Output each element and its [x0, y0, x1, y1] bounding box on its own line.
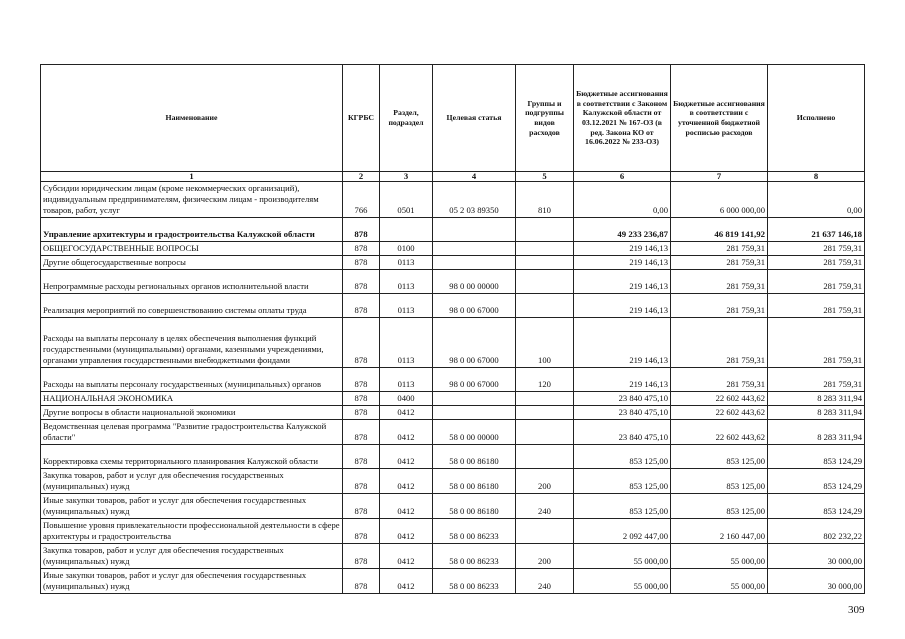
column-index: 7 [671, 172, 768, 182]
row-razdel: 0412 [380, 494, 433, 519]
row-expense-group [516, 420, 574, 445]
row-target-article: 58 0 00 86233 [433, 519, 516, 544]
row-name: Непрограммные расходы региональных органов исполнительной власти [41, 270, 343, 294]
row-law-amount: 219 146,13 [574, 368, 671, 392]
table-row [41, 406, 865, 420]
row-kgrbs: 878 [343, 318, 380, 368]
row-kgrbs: 878 [343, 392, 380, 406]
row-kgrbs: 878 [343, 519, 380, 544]
column-index: 6 [574, 172, 671, 182]
row-executed-amount: 281 759,31 [768, 256, 865, 270]
row-expense-group: 200 [516, 469, 574, 494]
row-name: Закупка товаров, работ и услуг для обеспечения государственных (муниципальных) нужд [41, 469, 343, 494]
row-executed-amount: 8 283 311,94 [768, 420, 865, 445]
header-razdel: Раздел, подраздел [380, 65, 433, 172]
row-name: Субсидии юридическим лицам (кроме некоммерческих организаций), индивидуальным предпринимателям, физическим лицам - производителям товаров, работ, услуг [41, 182, 343, 218]
row-razdel: 0113 [380, 318, 433, 368]
row-kgrbs: 878 [343, 569, 380, 594]
header-row [41, 65, 865, 172]
row-razdel: 0100 [380, 242, 433, 256]
row-target-article: 98 0 00 67000 [433, 318, 516, 368]
row-executed-amount: 0,00 [768, 182, 865, 218]
row-plan-amount: 281 759,31 [671, 294, 768, 318]
row-law-amount: 853 125,00 [574, 494, 671, 519]
row-razdel: 0412 [380, 406, 433, 420]
table-row [41, 420, 865, 445]
row-name: Иные закупки товаров, работ и услуг для обеспечения государственных (муниципальных) нужд [41, 569, 343, 594]
row-target-article: 58 0 00 86233 [433, 569, 516, 594]
column-index: 5 [516, 172, 574, 182]
row-executed-amount: 853 124,29 [768, 469, 865, 494]
row-executed-amount: 281 759,31 [768, 294, 865, 318]
row-expense-group [516, 218, 574, 242]
row-law-amount: 23 840 475,10 [574, 406, 671, 420]
column-index: 1 [41, 172, 343, 182]
header-target-article: Целевая статья [433, 65, 516, 172]
row-kgrbs: 878 [343, 242, 380, 256]
row-law-amount: 55 000,00 [574, 569, 671, 594]
row-executed-amount: 281 759,31 [768, 318, 865, 368]
row-plan-amount: 55 000,00 [671, 569, 768, 594]
row-target-article [433, 242, 516, 256]
row-kgrbs: 878 [343, 256, 380, 270]
table-row [41, 544, 865, 569]
row-executed-amount: 802 232,22 [768, 519, 865, 544]
row-target-article: 58 0 00 86180 [433, 469, 516, 494]
row-kgrbs: 878 [343, 270, 380, 294]
row-kgrbs: 878 [343, 445, 380, 469]
row-name: Повышение уровня привлекательности профессиональной деятельности в сфере архитектуры и градостроительства [41, 519, 343, 544]
row-law-amount: 219 146,13 [574, 294, 671, 318]
row-executed-amount: 8 283 311,94 [768, 392, 865, 406]
row-expense-group [516, 270, 574, 294]
row-plan-amount: 2 160 447,00 [671, 519, 768, 544]
column-index: 8 [768, 172, 865, 182]
row-razdel [380, 218, 433, 242]
row-kgrbs: 878 [343, 406, 380, 420]
row-name: НАЦИОНАЛЬНАЯ ЭКОНОМИКА [41, 392, 343, 406]
row-law-amount: 49 233 236,87 [574, 218, 671, 242]
row-law-amount: 55 000,00 [574, 544, 671, 569]
row-expense-group [516, 294, 574, 318]
row-kgrbs: 878 [343, 469, 380, 494]
row-executed-amount: 30 000,00 [768, 569, 865, 594]
header-law-allocations: Бюджетные ассигнования в соответствии с Законом Калужской области от 03.12.2021 № 167-ОЗ (в ред. Закона КО от 16.06.2022 № 233-ОЗ) [574, 65, 671, 172]
row-razdel: 0412 [380, 519, 433, 544]
header-expense-groups: Группы и подгруппы видов расходов [516, 65, 574, 172]
budget-document [40, 64, 865, 594]
row-expense-group: 810 [516, 182, 574, 218]
row-expense-group [516, 242, 574, 256]
header-plan-allocations: Бюджетные ассигнования в соответствии с уточненной бюджетной росписью расходов [671, 65, 768, 172]
table-row [41, 318, 865, 368]
row-expense-group [516, 406, 574, 420]
row-law-amount: 0,00 [574, 182, 671, 218]
row-law-amount: 853 125,00 [574, 469, 671, 494]
row-name: Иные закупки товаров, работ и услуг для обеспечения государственных (муниципальных) нужд [41, 494, 343, 519]
row-razdel: 0412 [380, 469, 433, 494]
table-row [41, 242, 865, 256]
table-row [41, 256, 865, 270]
row-target-article [433, 392, 516, 406]
row-plan-amount: 22 602 443,62 [671, 406, 768, 420]
row-expense-group: 240 [516, 569, 574, 594]
row-kgrbs: 878 [343, 294, 380, 318]
row-expense-group [516, 392, 574, 406]
row-razdel: 0113 [380, 294, 433, 318]
row-expense-group [516, 445, 574, 469]
row-executed-amount: 30 000,00 [768, 544, 865, 569]
budget-table [40, 64, 865, 594]
row-target-article: 58 0 00 86180 [433, 494, 516, 519]
row-razdel: 0412 [380, 569, 433, 594]
row-razdel: 0501 [380, 182, 433, 218]
column-index: 3 [380, 172, 433, 182]
row-name: Реализация мероприятий по совершенствованию системы оплаты труда [41, 294, 343, 318]
row-executed-amount: 281 759,31 [768, 242, 865, 256]
row-target-article: 98 0 00 67000 [433, 294, 516, 318]
row-kgrbs: 766 [343, 182, 380, 218]
row-target-article: 98 0 00 67000 [433, 368, 516, 392]
row-law-amount: 23 840 475,10 [574, 420, 671, 445]
row-law-amount: 219 146,13 [574, 256, 671, 270]
row-plan-amount: 853 125,00 [671, 469, 768, 494]
row-target-article: 58 0 00 86233 [433, 544, 516, 569]
row-razdel: 0412 [380, 445, 433, 469]
row-name: Другие общегосударственные вопросы [41, 256, 343, 270]
row-plan-amount: 281 759,31 [671, 242, 768, 256]
header-executed: Исполнено [768, 65, 865, 172]
row-expense-group: 100 [516, 318, 574, 368]
row-target-article: 58 0 00 00000 [433, 420, 516, 445]
row-plan-amount: 46 819 141,92 [671, 218, 768, 242]
row-name: Расходы на выплаты персоналу в целях обеспечения выполнения функций государственными (муниципальными) органами, казенными учреждениями, органами управления государственными внебюджетными фондами [41, 318, 343, 368]
row-executed-amount: 8 283 311,94 [768, 406, 865, 420]
row-target-article: 58 0 00 86180 [433, 445, 516, 469]
row-kgrbs: 878 [343, 544, 380, 569]
table-row [41, 294, 865, 318]
row-razdel: 0412 [380, 420, 433, 445]
row-law-amount: 2 092 447,00 [574, 519, 671, 544]
row-kgrbs: 878 [343, 218, 380, 242]
row-kgrbs: 878 [343, 494, 380, 519]
row-razdel: 0113 [380, 270, 433, 294]
row-plan-amount: 22 602 443,62 [671, 420, 768, 445]
table-row [41, 494, 865, 519]
row-expense-group [516, 519, 574, 544]
row-plan-amount: 6 000 000,00 [671, 182, 768, 218]
row-target-article [433, 256, 516, 270]
row-expense-group [516, 256, 574, 270]
table-row [41, 392, 865, 406]
row-razdel: 0400 [380, 392, 433, 406]
column-index: 4 [433, 172, 516, 182]
row-name: Другие вопросы в области национальной экономики [41, 406, 343, 420]
table-row [41, 445, 865, 469]
row-name: Расходы на выплаты персоналу государственных (муниципальных) органов [41, 368, 343, 392]
header-kgrbs: КГРБС [343, 65, 380, 172]
row-name: Управление архитектуры и градостроительства Калужской области [41, 218, 343, 242]
row-expense-group: 200 [516, 544, 574, 569]
row-law-amount: 23 840 475,10 [574, 392, 671, 406]
row-target-article: 98 0 00 00000 [433, 270, 516, 294]
header-name: Наименование [41, 65, 343, 172]
row-name: Закупка товаров, работ и услуг для обеспечения государственных (муниципальных) нужд [41, 544, 343, 569]
table-row [41, 469, 865, 494]
column-index: 2 [343, 172, 380, 182]
row-plan-amount: 853 125,00 [671, 494, 768, 519]
row-razdel: 0113 [380, 256, 433, 270]
row-kgrbs: 878 [343, 420, 380, 445]
table-row [41, 368, 865, 392]
row-law-amount: 853 125,00 [574, 445, 671, 469]
row-plan-amount: 281 759,31 [671, 368, 768, 392]
row-executed-amount: 853 124,29 [768, 494, 865, 519]
row-law-amount: 219 146,13 [574, 270, 671, 294]
table-row [41, 519, 865, 544]
row-name: Ведомственная целевая программа "Развитие градостроительства Калужской области" [41, 420, 343, 445]
row-plan-amount: 281 759,31 [671, 256, 768, 270]
row-law-amount: 219 146,13 [574, 242, 671, 256]
row-target-article: 05 2 03 89350 [433, 182, 516, 218]
row-plan-amount: 853 125,00 [671, 445, 768, 469]
row-razdel: 0412 [380, 544, 433, 569]
row-plan-amount: 281 759,31 [671, 318, 768, 368]
row-razdel: 0113 [380, 368, 433, 392]
page-number: 309 [848, 604, 865, 616]
row-target-article [433, 406, 516, 420]
row-name: Корректировка схемы территориального планирования Калужской области [41, 445, 343, 469]
row-executed-amount: 853 124,29 [768, 445, 865, 469]
row-name: ОБЩЕГОСУДАРСТВЕННЫЕ ВОПРОСЫ [41, 242, 343, 256]
table-row [41, 182, 865, 218]
row-expense-group: 240 [516, 494, 574, 519]
row-target-article [433, 218, 516, 242]
row-executed-amount: 281 759,31 [768, 368, 865, 392]
table-row [41, 218, 865, 242]
row-expense-group: 120 [516, 368, 574, 392]
row-executed-amount: 21 637 146,18 [768, 218, 865, 242]
row-plan-amount: 22 602 443,62 [671, 392, 768, 406]
row-law-amount: 219 146,13 [574, 318, 671, 368]
row-plan-amount: 55 000,00 [671, 544, 768, 569]
table-row [41, 569, 865, 594]
row-executed-amount: 281 759,31 [768, 270, 865, 294]
column-index-row [41, 172, 865, 182]
row-plan-amount: 281 759,31 [671, 270, 768, 294]
table-row [41, 270, 865, 294]
row-kgrbs: 878 [343, 368, 380, 392]
